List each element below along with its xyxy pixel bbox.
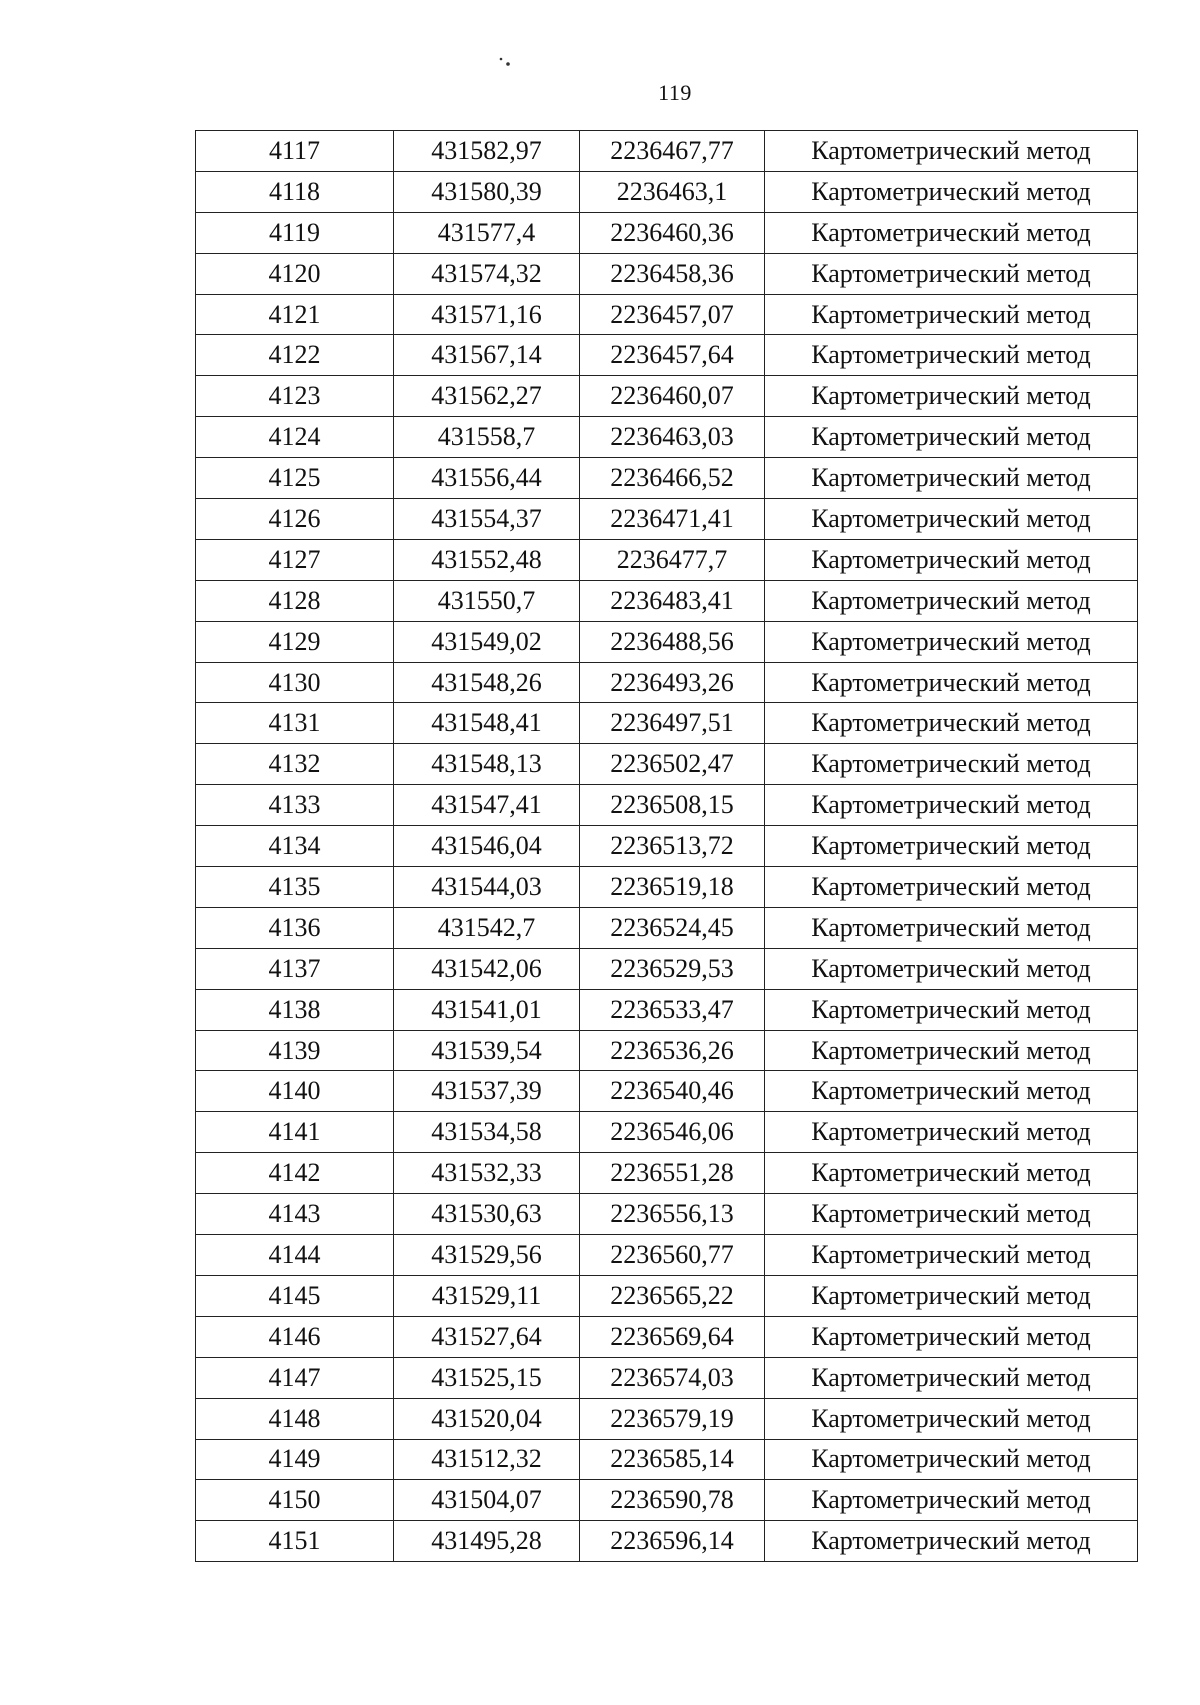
table-row (196, 417, 1138, 458)
y-coordinate-cell: 2236497,51 (580, 703, 765, 744)
point-number-cell: 4136 (196, 907, 394, 948)
point-number-cell: 4131 (196, 703, 394, 744)
point-number-cell: 4135 (196, 867, 394, 908)
y-coordinate-cell: 2236457,64 (580, 335, 765, 376)
point-number-cell: 4123 (196, 376, 394, 417)
point-number-cell: 4145 (196, 1275, 394, 1316)
method-cell: Картометрический метод (765, 499, 1138, 540)
y-coordinate-cell: 2236466,52 (580, 458, 765, 499)
method-cell: Картометрический метод (765, 376, 1138, 417)
point-number-cell: 4132 (196, 744, 394, 785)
x-coordinate-cell: 431546,04 (394, 826, 580, 867)
table-row (196, 376, 1138, 417)
y-coordinate-cell: 2236463,03 (580, 417, 765, 458)
table-row (196, 662, 1138, 703)
y-coordinate-cell: 2236483,41 (580, 580, 765, 621)
x-coordinate-cell: 431547,41 (394, 785, 580, 826)
point-number-cell: 4126 (196, 499, 394, 540)
point-number-cell: 4137 (196, 948, 394, 989)
page-number: 119 (658, 80, 692, 105)
x-coordinate-cell: 431544,03 (394, 867, 580, 908)
x-coordinate-cell: 431539,54 (394, 1030, 580, 1071)
point-number-cell: 4117 (196, 131, 394, 172)
method-cell: Картометрический метод (765, 171, 1138, 212)
method-cell: Картометрический метод (765, 1439, 1138, 1480)
method-cell: Картометрический метод (765, 744, 1138, 785)
table-row (196, 1439, 1138, 1480)
table-row (196, 539, 1138, 580)
x-coordinate-cell: 431504,07 (394, 1480, 580, 1521)
table-row (196, 948, 1138, 989)
point-number-cell: 4142 (196, 1153, 394, 1194)
point-number-cell: 4148 (196, 1398, 394, 1439)
method-cell: Картометрический метод (765, 580, 1138, 621)
table-row (196, 785, 1138, 826)
point-number-cell: 4150 (196, 1480, 394, 1521)
table-row (196, 826, 1138, 867)
coordinates-table (195, 130, 1138, 1562)
y-coordinate-cell: 2236471,41 (580, 499, 765, 540)
y-coordinate-cell: 2236565,22 (580, 1275, 765, 1316)
x-coordinate-cell: 431512,32 (394, 1439, 580, 1480)
method-cell: Картометрический метод (765, 826, 1138, 867)
x-coordinate-cell: 431548,26 (394, 662, 580, 703)
x-coordinate-cell: 431548,13 (394, 744, 580, 785)
method-cell: Картометрический метод (765, 1357, 1138, 1398)
y-coordinate-cell: 2236457,07 (580, 294, 765, 335)
y-coordinate-cell: 2236460,07 (580, 376, 765, 417)
y-coordinate-cell: 2236536,26 (580, 1030, 765, 1071)
point-number-cell: 4121 (196, 294, 394, 335)
table-row (196, 1357, 1138, 1398)
method-cell: Картометрический метод (765, 1275, 1138, 1316)
x-coordinate-cell: 431525,15 (394, 1357, 580, 1398)
method-cell: Картометрический метод (765, 867, 1138, 908)
y-coordinate-cell: 2236513,72 (580, 826, 765, 867)
y-coordinate-cell: 2236519,18 (580, 867, 765, 908)
x-coordinate-cell: 431574,32 (394, 253, 580, 294)
y-coordinate-cell: 2236540,46 (580, 1071, 765, 1112)
y-coordinate-cell: 2236493,26 (580, 662, 765, 703)
point-number-cell: 4124 (196, 417, 394, 458)
y-coordinate-cell: 2236467,77 (580, 131, 765, 172)
method-cell: Картометрический метод (765, 1316, 1138, 1357)
method-cell: Картометрический метод (765, 907, 1138, 948)
point-number-cell: 4146 (196, 1316, 394, 1357)
table-row (196, 1521, 1138, 1562)
method-cell: Картометрический метод (765, 621, 1138, 662)
point-number-cell: 4143 (196, 1194, 394, 1235)
x-coordinate-cell: 431530,63 (394, 1194, 580, 1235)
method-cell: Картометрический метод (765, 131, 1138, 172)
y-coordinate-cell: 2236477,7 (580, 539, 765, 580)
y-coordinate-cell: 2236579,19 (580, 1398, 765, 1439)
table-row (196, 171, 1138, 212)
x-coordinate-cell: 431580,39 (394, 171, 580, 212)
y-coordinate-cell: 2236551,28 (580, 1153, 765, 1194)
point-number-cell: 4149 (196, 1439, 394, 1480)
point-number-cell: 4120 (196, 253, 394, 294)
table-row (196, 499, 1138, 540)
y-coordinate-cell: 2236596,14 (580, 1521, 765, 1562)
table-row (196, 253, 1138, 294)
method-cell: Картометрический метод (765, 948, 1138, 989)
method-cell: Картометрический метод (765, 212, 1138, 253)
x-coordinate-cell: 431542,7 (394, 907, 580, 948)
y-coordinate-cell: 2236460,36 (580, 212, 765, 253)
point-number-cell: 4134 (196, 826, 394, 867)
table-row (196, 1194, 1138, 1235)
y-coordinate-cell: 2236546,06 (580, 1112, 765, 1153)
x-coordinate-cell: 431550,7 (394, 580, 580, 621)
point-number-cell: 4119 (196, 212, 394, 253)
y-coordinate-cell: 2236458,36 (580, 253, 765, 294)
table-row (196, 1275, 1138, 1316)
x-coordinate-cell: 431532,33 (394, 1153, 580, 1194)
x-coordinate-cell: 431549,02 (394, 621, 580, 662)
table-row (196, 867, 1138, 908)
method-cell: Картометрический метод (765, 458, 1138, 499)
x-coordinate-cell: 431529,11 (394, 1275, 580, 1316)
point-number-cell: 4147 (196, 1357, 394, 1398)
point-number-cell: 4130 (196, 662, 394, 703)
x-coordinate-cell: 431534,58 (394, 1112, 580, 1153)
y-coordinate-cell: 2236529,53 (580, 948, 765, 989)
table-row (196, 744, 1138, 785)
point-number-cell: 4125 (196, 458, 394, 499)
method-cell: Картометрический метод (765, 1030, 1138, 1071)
x-coordinate-cell: 431542,06 (394, 948, 580, 989)
point-number-cell: 4141 (196, 1112, 394, 1153)
table-row (196, 1030, 1138, 1071)
table-row (196, 335, 1138, 376)
y-coordinate-cell: 2236508,15 (580, 785, 765, 826)
y-coordinate-cell: 2236569,64 (580, 1316, 765, 1357)
method-cell: Картометрический метод (765, 1194, 1138, 1235)
point-number-cell: 4127 (196, 539, 394, 580)
method-cell: Картометрический метод (765, 294, 1138, 335)
table-row (196, 458, 1138, 499)
point-number-cell: 4128 (196, 580, 394, 621)
table-row (196, 907, 1138, 948)
point-number-cell: 4138 (196, 989, 394, 1030)
method-cell: Картометрический метод (765, 785, 1138, 826)
table-row (196, 989, 1138, 1030)
method-cell: Картометрический метод (765, 1153, 1138, 1194)
method-cell: Картометрический метод (765, 1480, 1138, 1521)
method-cell: Картометрический метод (765, 662, 1138, 703)
method-cell: Картометрический метод (765, 1398, 1138, 1439)
method-cell: Картометрический метод (765, 335, 1138, 376)
x-coordinate-cell: 431571,16 (394, 294, 580, 335)
x-coordinate-cell: 431527,64 (394, 1316, 580, 1357)
method-cell: Картометрический метод (765, 539, 1138, 580)
x-coordinate-cell: 431577,4 (394, 212, 580, 253)
y-coordinate-cell: 2236524,45 (580, 907, 765, 948)
table-row (196, 1112, 1138, 1153)
x-coordinate-cell: 431554,37 (394, 499, 580, 540)
method-cell: Картометрический метод (765, 1071, 1138, 1112)
x-coordinate-cell: 431495,28 (394, 1521, 580, 1562)
x-coordinate-cell: 431582,97 (394, 131, 580, 172)
table-row (196, 621, 1138, 662)
x-coordinate-cell: 431541,01 (394, 989, 580, 1030)
table-row (196, 1153, 1138, 1194)
x-coordinate-cell: 431537,39 (394, 1071, 580, 1112)
method-cell: Картометрический метод (765, 417, 1138, 458)
x-coordinate-cell: 431552,48 (394, 539, 580, 580)
table-row (196, 1071, 1138, 1112)
y-coordinate-cell: 2236585,14 (580, 1439, 765, 1480)
method-cell: Картометрический метод (765, 253, 1138, 294)
y-coordinate-cell: 2236502,47 (580, 744, 765, 785)
y-coordinate-cell: 2236533,47 (580, 989, 765, 1030)
point-number-cell: 4140 (196, 1071, 394, 1112)
y-coordinate-cell: 2236463,1 (580, 171, 765, 212)
x-coordinate-cell: 431556,44 (394, 458, 580, 499)
x-coordinate-cell: 431562,27 (394, 376, 580, 417)
y-coordinate-cell: 2236488,56 (580, 621, 765, 662)
method-cell: Картометрический метод (765, 1521, 1138, 1562)
point-number-cell: 4151 (196, 1521, 394, 1562)
table-row (196, 131, 1138, 172)
point-number-cell: 4133 (196, 785, 394, 826)
method-cell: Картометрический метод (765, 1235, 1138, 1276)
table-row (196, 580, 1138, 621)
point-number-cell: 4118 (196, 171, 394, 212)
table-row (196, 703, 1138, 744)
table-row (196, 212, 1138, 253)
x-coordinate-cell: 431529,56 (394, 1235, 580, 1276)
table-row (196, 1398, 1138, 1439)
x-coordinate-cell: 431558,7 (394, 417, 580, 458)
method-cell: Картометрический метод (765, 989, 1138, 1030)
x-coordinate-cell: 431548,41 (394, 703, 580, 744)
table-row (196, 1235, 1138, 1276)
method-cell: Картометрический метод (765, 703, 1138, 744)
coordinates-table-body (196, 131, 1138, 1562)
scan-speck (498, 56, 512, 68)
point-number-cell: 4144 (196, 1235, 394, 1276)
method-cell: Картометрический метод (765, 1112, 1138, 1153)
table-row (196, 1480, 1138, 1521)
point-number-cell: 4139 (196, 1030, 394, 1071)
x-coordinate-cell: 431567,14 (394, 335, 580, 376)
y-coordinate-cell: 2236560,77 (580, 1235, 765, 1276)
point-number-cell: 4122 (196, 335, 394, 376)
y-coordinate-cell: 2236574,03 (580, 1357, 765, 1398)
table-row (196, 294, 1138, 335)
point-number-cell: 4129 (196, 621, 394, 662)
x-coordinate-cell: 431520,04 (394, 1398, 580, 1439)
y-coordinate-cell: 2236590,78 (580, 1480, 765, 1521)
table-row (196, 1316, 1138, 1357)
y-coordinate-cell: 2236556,13 (580, 1194, 765, 1235)
